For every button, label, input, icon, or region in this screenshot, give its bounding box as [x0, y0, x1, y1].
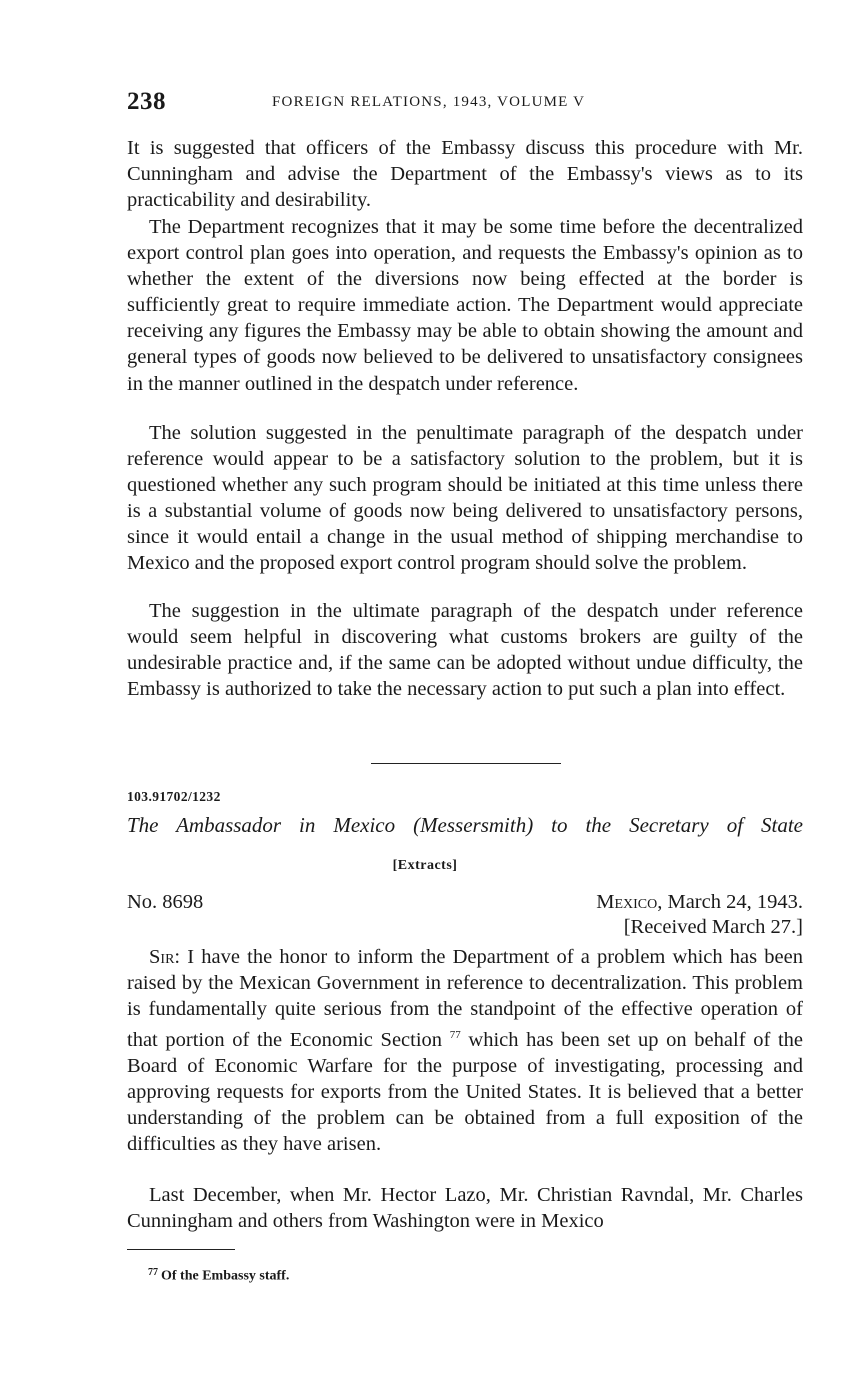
received-date: [Received March 27.] [623, 916, 803, 938]
footnote-mark: 77 [148, 1267, 158, 1278]
page-header [127, 88, 803, 120]
extracts-label: [Extracts] [392, 858, 458, 873]
letter-paragraph-1-part-b: which has been set up on behalf of the Board of Economic Warfare for the purpose of investigating, processing and approving requests for exports from the United States. It is believed that a better understanding of the problem can be obtained from a full exposition of the difficulties as they have arisen. [127, 1029, 803, 1156]
running-head: FOREIGN RELATIONS, 1943, VOLUME V [272, 94, 586, 110]
salutation: Sir [149, 946, 175, 968]
body-paragraph-2: The Department recognizes that it may be some time before the decentralized export control plan goes into operation, and requests the Embassy's opinion as to whether the extent of the diversions now being effected at the border is sufficiently great to require immediate action. The Department would appreciate receiving any figures the Embassy may be able to obtain showing the amount and general types of goods now believed to be delivered to unsatisfactory consignees in the manner outlined in the despatch under reference. [127, 216, 803, 395]
body-paragraph-1: It is suggested that officers of the Embassy discuss this procedure with Mr. Cunningham and advise the Department of the Embassy's views as to its practicability and desirability. [127, 137, 803, 212]
page-number: 238 [127, 88, 166, 115]
dateline-date: , March 24, 1943. [657, 891, 803, 913]
footnote-reference: 77 [449, 1029, 461, 1042]
file-number: 103.91702/1232 [127, 789, 221, 804]
footnote-text: Of the Embassy staff. [161, 1268, 290, 1284]
letter-paragraph-2: Last December, when Mr. Hector Lazo, Mr. Christian Ravndal, Mr. Charles Cunningham and others from Washington were in Mexico [127, 1184, 803, 1233]
footnote-divider [127, 1249, 235, 1250]
document-title: The Ambassador in Mexico (Messersmith) to the Secretary of State [127, 813, 803, 837]
dateline-place: Mexico [596, 891, 658, 913]
letter-paragraph-1-part-a: : I have the honor to inform the Department of a problem which has been raised by the Mexican Government in reference to decentralization. This problem is fundamentally quite serious from the standpoint of the effective operation of that portion of the Economic Section [127, 946, 803, 1052]
letter-paragraph-1 [127, 944, 803, 1158]
footnote [148, 1266, 289, 1285]
body-paragraph-4: The suggestion in the ultimate paragraph of the despatch under reference would seem helpful in discovering what customs brokers are guilty of the undesirable practice and, if the same can be adopted without undue difficulty, the Embassy is authorized to take the necessary action to put such a plan into effect. [127, 600, 803, 701]
despatch-number: No. 8698 [127, 891, 204, 913]
dateline [596, 891, 803, 914]
section-divider [371, 763, 561, 764]
body-paragraph-3: The solution suggested in the penultimate paragraph of the despatch under reference would appear to be a satisfactory solution to the problem, but it is questioned whether any such program should be initiated at this time unless there is a substantial volume of goods now being delivered to unsatisfactory persons, since it would entail a change in the usual method of shipping merchandise to Mexico and the proposed export control program should solve the problem. [127, 422, 803, 575]
